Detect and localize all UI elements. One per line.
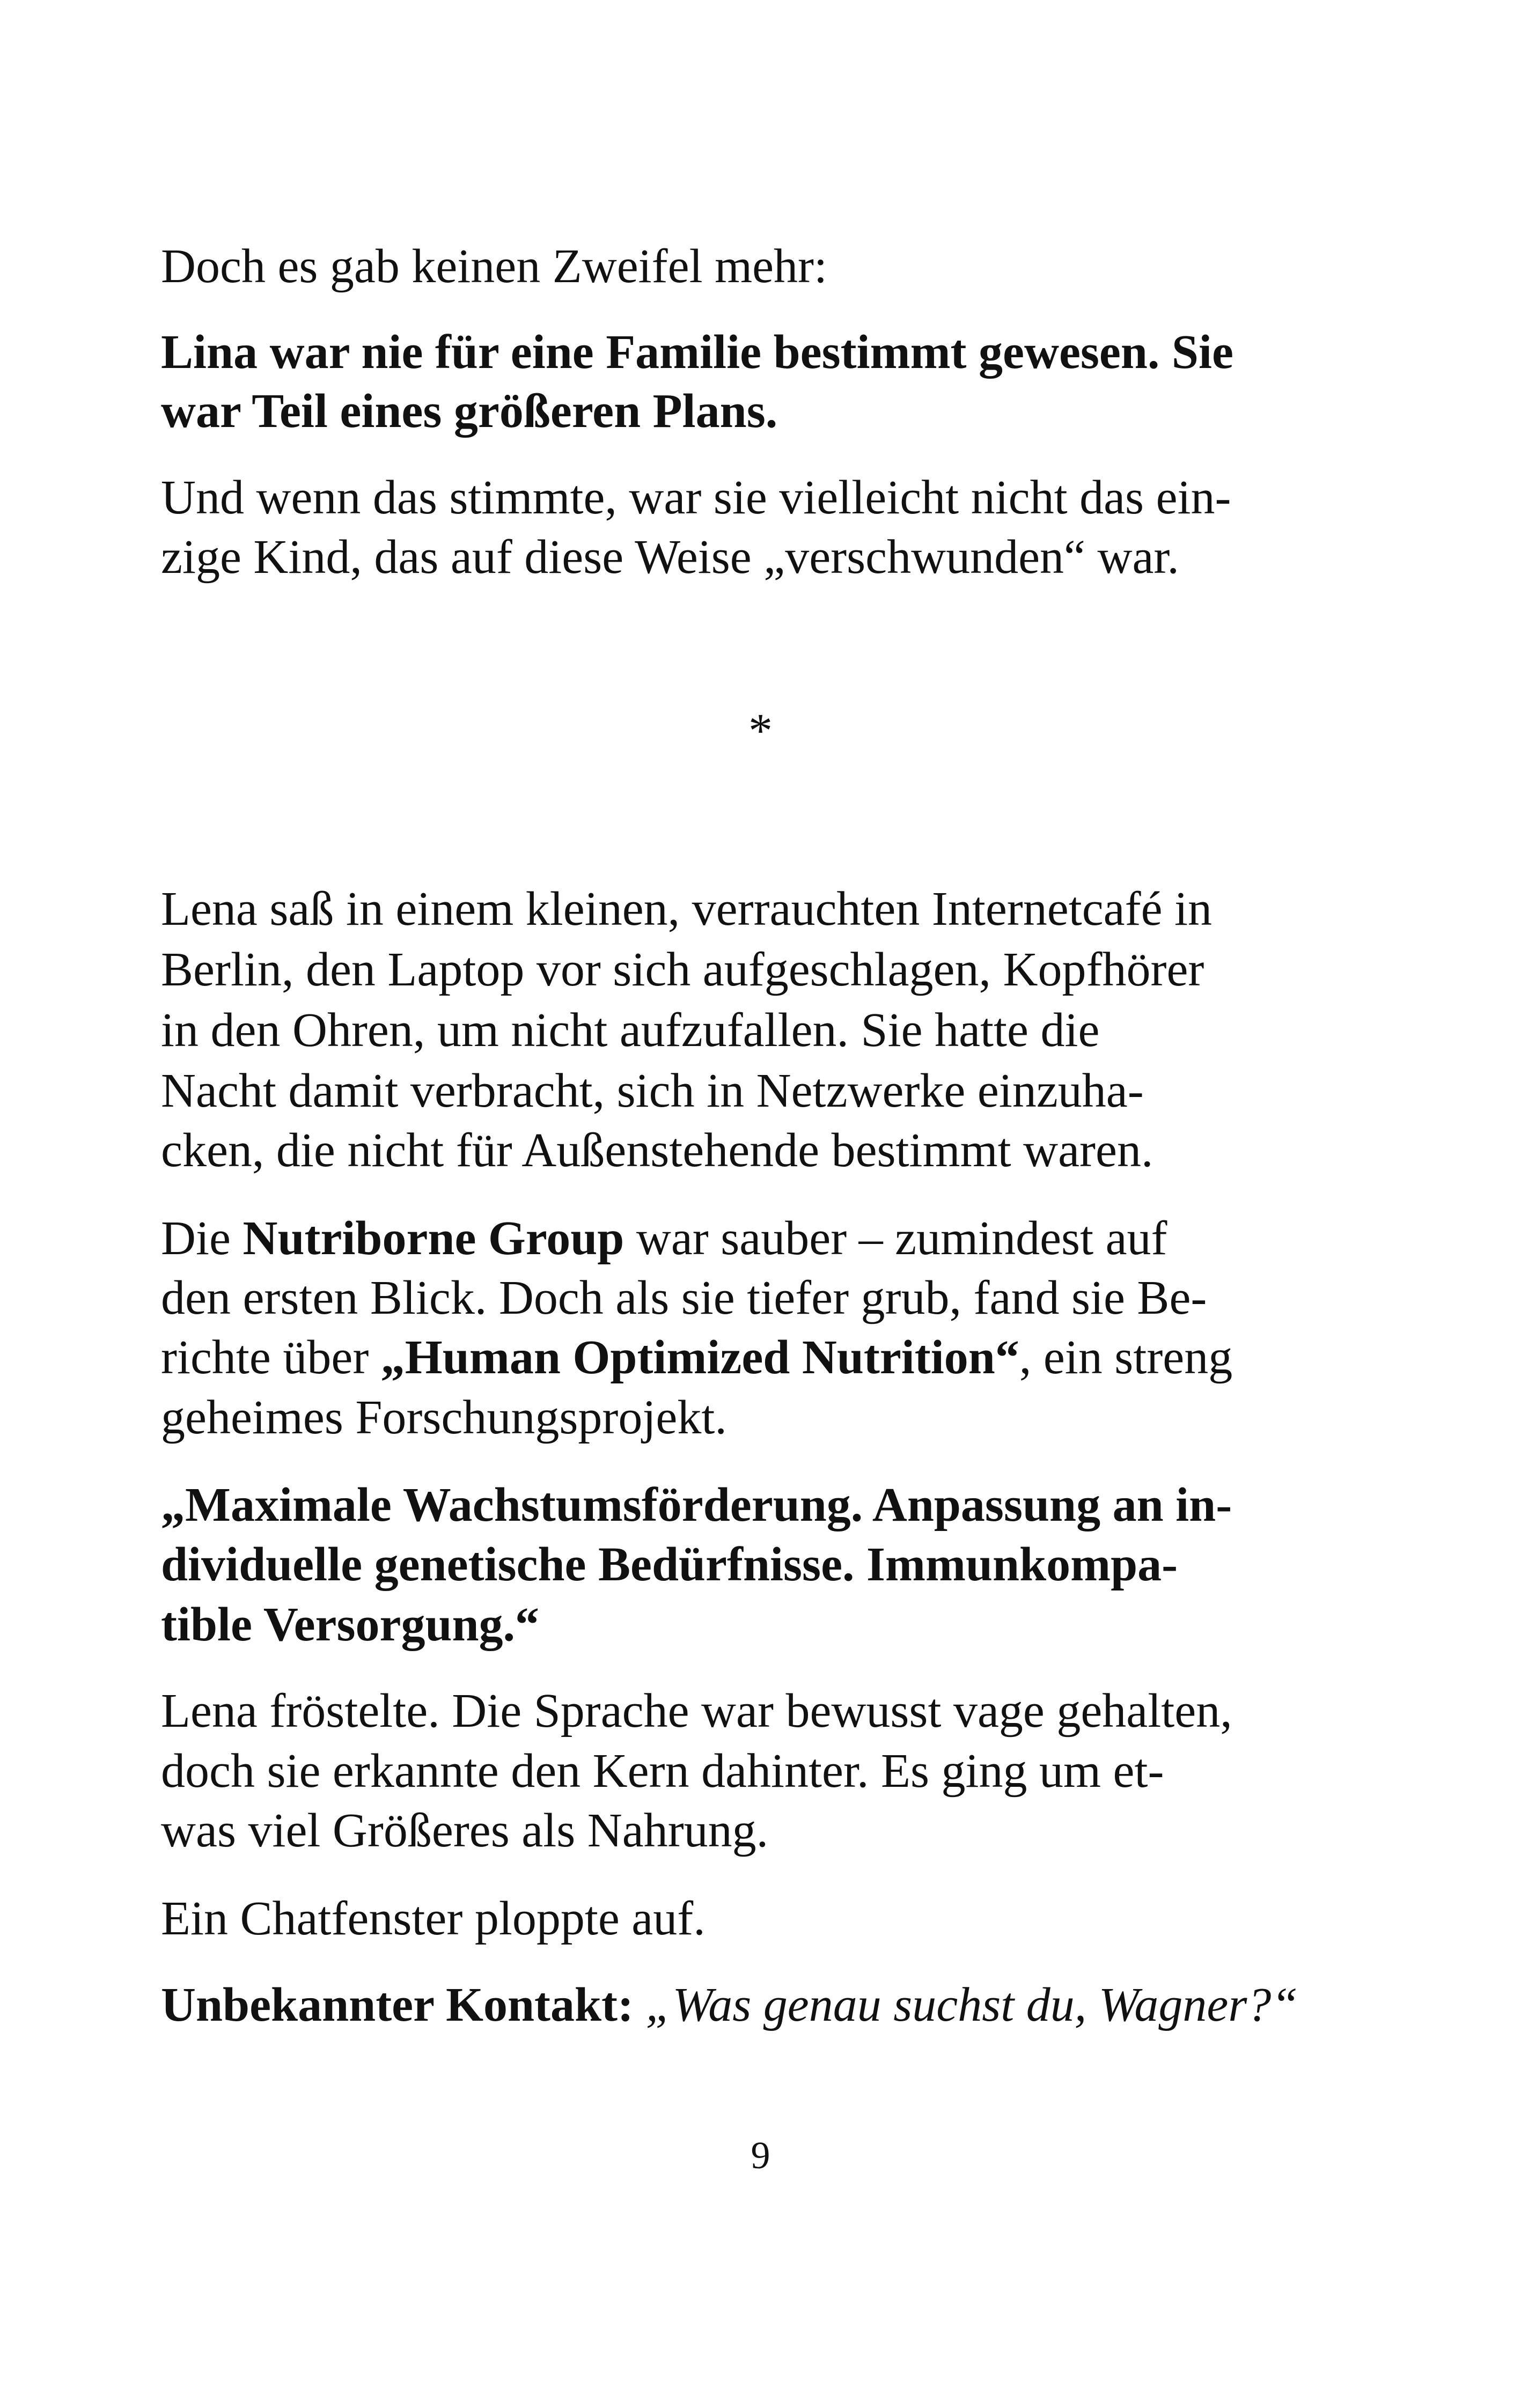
text-run: richte über <box>161 1331 381 1384</box>
text-line: Lena fröstelte. Die Sprache war bewusst vage gehalten, <box>161 1684 1232 1737</box>
text-line: tible Versorgung.“ <box>161 1598 540 1651</box>
emphasis-project-name: „Human Optimized Nutrition“ <box>380 1331 1019 1384</box>
text-run: Die <box>161 1212 243 1265</box>
text-line: „Maximale Wachstumsförderung. Anpassung an in- <box>161 1478 1232 1531</box>
text-line: was viel Größeres als Nahrung. <box>161 1804 769 1857</box>
text-line: war Teil eines größeren Plans. <box>161 385 778 438</box>
text-run: war sauber – zumindest auf <box>624 1212 1167 1265</box>
text-line <box>161 1978 1298 2031</box>
text-line: doch sie erkannte den Kern dahinter. Es ging um et- <box>161 1744 1164 1798</box>
text-run: , ein streng <box>1019 1331 1233 1384</box>
dialogue-speaker: Unbekannter Kontakt: <box>161 1978 634 2031</box>
dialogue-quote: „Was genau suchst du, Wagner?“ <box>645 1978 1298 2031</box>
text-line: Ein Chatfenster ploppte auf. <box>161 1892 706 1945</box>
text-line <box>161 1331 1233 1384</box>
text-line: cken, die nicht für Außenstehende bestimmt waren. <box>161 1124 1153 1177</box>
text-line <box>161 1214 1167 1263</box>
text-line: dividuelle genetische Bedürfnisse. Immunkompa- <box>161 1538 1178 1591</box>
text-line: Doch es gab keinen Zweifel mehr: <box>161 240 828 293</box>
text-line: in den Ohren, um nicht aufzufallen. Sie hatte die <box>161 1004 1100 1057</box>
text-line: Und wenn das stimmte, war sie vielleicht nicht das ein- <box>161 471 1231 524</box>
text-line: den ersten Blick. Doch als sie tiefer grub, fand sie Be- <box>161 1271 1207 1324</box>
emphasis-company-name: Nutriborne Group <box>243 1212 624 1265</box>
text-line: zige Kind, das auf diese Weise „verschwunden“ war. <box>161 531 1179 584</box>
page-number: 9 <box>751 2134 770 2177</box>
text-line: Lina war nie für eine Familie bestimmt gewesen. Sie <box>161 326 1233 379</box>
text-line: Lena saß in einem kleinen, verrauchten Internetcafé in <box>161 882 1213 936</box>
text-line: geheimes Forschungsprojekt. <box>161 1391 727 1444</box>
text-line: Nacht damit verbracht, sich in Netzwerke einzuha- <box>161 1064 1144 1117</box>
section-break: * <box>748 704 773 757</box>
text-line: Berlin, den Laptop vor sich aufgeschlagen, Kopfhörer <box>161 943 1204 996</box>
